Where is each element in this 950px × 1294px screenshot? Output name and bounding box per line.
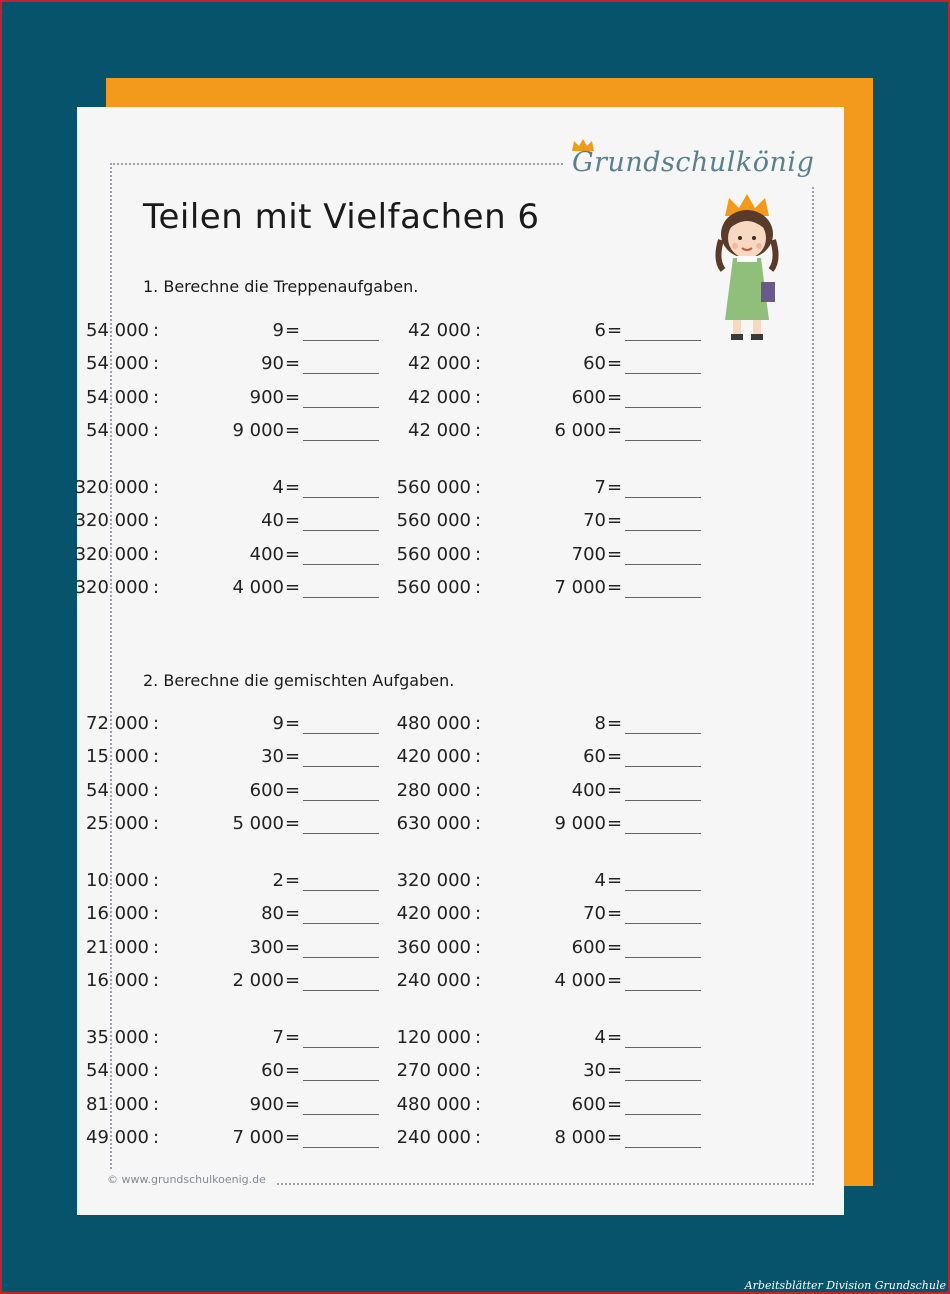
divisor: 5 000 [232,813,284,834]
dividend: 360 000 [396,937,471,958]
exercise-row [67,320,367,344]
division-sign: : [475,746,482,767]
dividend: 120 000 [396,1027,471,1048]
dividend: 630 000 [396,813,471,834]
division-sign: : [475,780,482,801]
exercise-row [67,1127,367,1151]
equals-sign: = [607,1094,623,1115]
divisor: 6 000 [554,420,606,441]
exercise-row [67,780,367,804]
equals-sign: = [607,544,623,565]
divisor: 30 [261,746,284,767]
dividend: 320 000 [74,510,149,531]
answer-blank[interactable] [303,440,379,441]
division-sign: : [153,937,160,958]
exercise-row [389,937,689,961]
division-sign: : [153,813,160,834]
exercise-row [67,420,367,444]
equals-sign: = [285,353,301,374]
dividend: 54 000 [86,320,149,341]
exercise-row [67,1094,367,1118]
exercise-row [389,780,689,804]
equals-sign: = [607,970,623,991]
divisor: 9 000 [232,420,284,441]
divisor: 2 [272,870,284,891]
exercise-row [389,353,689,377]
division-sign: : [475,1127,482,1148]
divisor: 600 [571,387,606,408]
exercise-row [389,870,689,894]
division-sign: : [475,320,482,341]
equals-sign: = [285,577,301,598]
exercise-row [67,477,367,501]
divisor: 80 [261,903,284,924]
exercise-row [67,813,367,837]
divisor: 6 [594,320,606,341]
dividend: 54 000 [86,353,149,374]
equals-sign: = [607,746,623,767]
dividend: 42 000 [408,420,471,441]
dividend: 420 000 [396,903,471,924]
equals-sign: = [607,320,623,341]
divisor: 40 [261,510,284,531]
dividend: 480 000 [396,713,471,734]
dividend: 320 000 [396,870,471,891]
answer-blank[interactable] [303,766,379,767]
divisor: 7 [594,477,606,498]
divisor: 900 [249,387,284,408]
exercise-row [67,746,367,770]
division-sign: : [475,903,482,924]
divisor: 2 000 [232,970,284,991]
dividend: 35 000 [86,1027,149,1048]
answer-blank[interactable] [303,800,379,801]
dividend: 560 000 [396,577,471,598]
equals-sign: = [285,387,301,408]
divisor: 60 [583,746,606,767]
division-sign: : [475,1027,482,1048]
exercise-row [67,544,367,568]
exercise-row [389,1060,689,1084]
divisor: 4 [272,477,284,498]
exercise-row [389,813,689,837]
divisor: 8 [594,713,606,734]
equals-sign: = [607,477,623,498]
division-sign: : [475,510,482,531]
exercise-row [67,937,367,961]
page-title: Teilen mit Vielfachen 6 [143,197,540,237]
dividend: 560 000 [396,544,471,565]
division-sign: : [475,813,482,834]
division-sign: : [153,1060,160,1081]
divisor: 70 [583,510,606,531]
division-sign: : [153,746,160,767]
equals-sign: = [285,320,301,341]
division-sign: : [475,713,482,734]
exercise-row [389,1027,689,1051]
answer-blank[interactable] [625,1080,701,1081]
answer-blank[interactable] [625,373,701,374]
divisor: 300 [249,937,284,958]
exercise-row [67,1060,367,1084]
dividend: 42 000 [408,353,471,374]
dividend: 320 000 [74,544,149,565]
division-sign: : [475,420,482,441]
equals-sign: = [285,1094,301,1115]
section-2-heading: 2. Berechne die gemischten Aufgaben. [143,671,455,690]
divisor: 400 [571,780,606,801]
dividend: 49 000 [86,1127,149,1148]
answer-blank[interactable] [303,1147,379,1148]
equals-sign: = [607,870,623,891]
equals-sign: = [285,544,301,565]
division-sign: : [153,420,160,441]
answer-blank[interactable] [625,530,701,531]
division-sign: : [475,387,482,408]
exercise-row [389,544,689,568]
dividend: 280 000 [396,780,471,801]
divisor: 9 000 [554,813,606,834]
equals-sign: = [285,713,301,734]
divisor: 4 [594,870,606,891]
exercise-row [67,577,367,601]
answer-blank[interactable] [303,530,379,531]
equals-sign: = [607,1027,623,1048]
division-sign: : [153,970,160,991]
division-sign: : [153,577,160,598]
divisor: 60 [583,353,606,374]
equals-sign: = [607,510,623,531]
answer-blank[interactable] [625,440,701,441]
division-sign: : [153,544,160,565]
divisor: 4 [594,1027,606,1048]
exercise-row [67,353,367,377]
answer-blank[interactable] [625,923,701,924]
dividend: 16 000 [86,970,149,991]
exercise-row [389,477,689,501]
answer-blank[interactable] [303,407,379,408]
division-sign: : [475,870,482,891]
division-sign: : [475,1094,482,1115]
dividend: 320 000 [74,577,149,598]
equals-sign: = [285,1060,301,1081]
answer-blank[interactable] [303,990,379,991]
divisor: 4 000 [554,970,606,991]
dividend: 560 000 [396,510,471,531]
exercise-row [389,1094,689,1118]
answer-blank[interactable] [303,1080,379,1081]
dividend: 420 000 [396,746,471,767]
equals-sign: = [607,420,623,441]
division-sign: : [153,903,160,924]
equals-sign: = [607,903,623,924]
divisor: 30 [583,1060,606,1081]
dividend: 270 000 [396,1060,471,1081]
answer-blank[interactable] [625,990,701,991]
exercise-row [67,1027,367,1051]
division-sign: : [153,320,160,341]
equals-sign: = [285,780,301,801]
equals-sign: = [607,1060,623,1081]
answer-blank[interactable] [303,1047,379,1048]
answer-blank[interactable] [625,597,701,598]
footer-copyright: © www.grundschulkoenig.de [107,1173,266,1186]
answer-blank[interactable] [303,733,379,734]
dividend: 81 000 [86,1094,149,1115]
division-sign: : [153,1127,160,1148]
division-sign: : [475,1060,482,1081]
answer-blank[interactable] [625,1114,701,1115]
exercise-row [389,970,689,994]
equals-sign: = [607,713,623,734]
exercise-row [389,713,689,737]
answer-blank[interactable] [303,340,379,341]
dividend: 54 000 [86,387,149,408]
answer-blank[interactable] [303,890,379,891]
division-sign: : [153,1094,160,1115]
answer-blank[interactable] [625,733,701,734]
division-sign: : [153,1027,160,1048]
divisor: 8 000 [554,1127,606,1148]
answer-blank[interactable] [303,957,379,958]
division-sign: : [475,577,482,598]
divisor: 9 [272,713,284,734]
exercise-row [389,420,689,444]
divisor: 7 000 [232,1127,284,1148]
divisor: 7 [272,1027,284,1048]
exercise-row [67,870,367,894]
divisor: 600 [249,780,284,801]
answer-blank[interactable] [303,373,379,374]
dividend: 42 000 [408,320,471,341]
divisor: 700 [571,544,606,565]
watermark-caption: Arbeitsblätter Division Grundschule [744,1279,946,1292]
dividend: 480 000 [396,1094,471,1115]
dividend: 16 000 [86,903,149,924]
equals-sign: = [285,477,301,498]
equals-sign: = [285,937,301,958]
equals-sign: = [285,903,301,924]
equals-sign: = [607,387,623,408]
division-sign: : [153,387,160,408]
dividend: 560 000 [396,477,471,498]
equals-sign: = [285,420,301,441]
divisor: 400 [249,544,284,565]
exercise-row [67,713,367,737]
division-sign: : [475,970,482,991]
answer-blank[interactable] [625,407,701,408]
divisor: 900 [249,1094,284,1115]
divisor: 600 [571,937,606,958]
divisor: 60 [261,1060,284,1081]
equals-sign: = [607,353,623,374]
equals-sign: = [607,813,623,834]
equals-sign: = [285,970,301,991]
equals-sign: = [285,510,301,531]
division-sign: : [153,510,160,531]
exercise-row [67,510,367,534]
answer-blank[interactable] [625,833,701,834]
division-sign: : [153,713,160,734]
equals-sign: = [607,780,623,801]
answer-blank[interactable] [625,340,701,341]
answer-blank[interactable] [625,800,701,801]
answer-blank[interactable] [625,497,701,498]
dividend: 25 000 [86,813,149,834]
answer-blank[interactable] [303,497,379,498]
brand-logo: Grundschulkönig [572,147,815,178]
division-sign: : [153,780,160,801]
divisor: 4 000 [232,577,284,598]
division-sign: : [475,353,482,374]
answer-blank[interactable] [625,1147,701,1148]
dividend: 10 000 [86,870,149,891]
answer-blank[interactable] [625,766,701,767]
equals-sign: = [285,1027,301,1048]
answer-blank[interactable] [303,833,379,834]
answer-blank[interactable] [625,564,701,565]
answer-blank[interactable] [625,1047,701,1048]
dividend: 72 000 [86,713,149,734]
exercise-row [389,320,689,344]
exercise-row [67,903,367,927]
exercise-row [389,510,689,534]
answer-blank[interactable] [625,890,701,891]
equals-sign: = [285,813,301,834]
section-1-heading: 1. Berechne die Treppenaufgaben. [143,277,419,296]
dividend: 320 000 [74,477,149,498]
equals-sign: = [285,746,301,767]
answer-blank[interactable] [303,923,379,924]
divisor: 70 [583,903,606,924]
dividend: 21 000 [86,937,149,958]
dividend: 54 000 [86,1060,149,1081]
equals-sign: = [607,577,623,598]
division-sign: : [153,477,160,498]
divisor: 9 [272,320,284,341]
division-sign: : [475,544,482,565]
division-sign: : [475,477,482,498]
dividend: 54 000 [86,780,149,801]
equals-sign: = [285,1127,301,1148]
exercise-row [67,387,367,411]
exercise-row [389,577,689,601]
answer-blank[interactable] [303,564,379,565]
answer-blank[interactable] [625,957,701,958]
dividend: 54 000 [86,420,149,441]
dividend: 240 000 [396,970,471,991]
divisor: 90 [261,353,284,374]
division-sign: : [153,353,160,374]
division-sign: : [153,870,160,891]
dividend: 240 000 [396,1127,471,1148]
exercise-row [389,903,689,927]
equals-sign: = [607,1127,623,1148]
dividend: 15 000 [86,746,149,767]
divisor: 600 [571,1094,606,1115]
exercise-row [67,970,367,994]
division-sign: : [475,937,482,958]
equals-sign: = [285,870,301,891]
equals-sign: = [607,937,623,958]
answer-blank[interactable] [303,597,379,598]
exercise-row [389,387,689,411]
dividend: 42 000 [408,387,471,408]
answer-blank[interactable] [303,1114,379,1115]
exercise-row [389,1127,689,1151]
divisor: 7 000 [554,577,606,598]
exercise-row [389,746,689,770]
